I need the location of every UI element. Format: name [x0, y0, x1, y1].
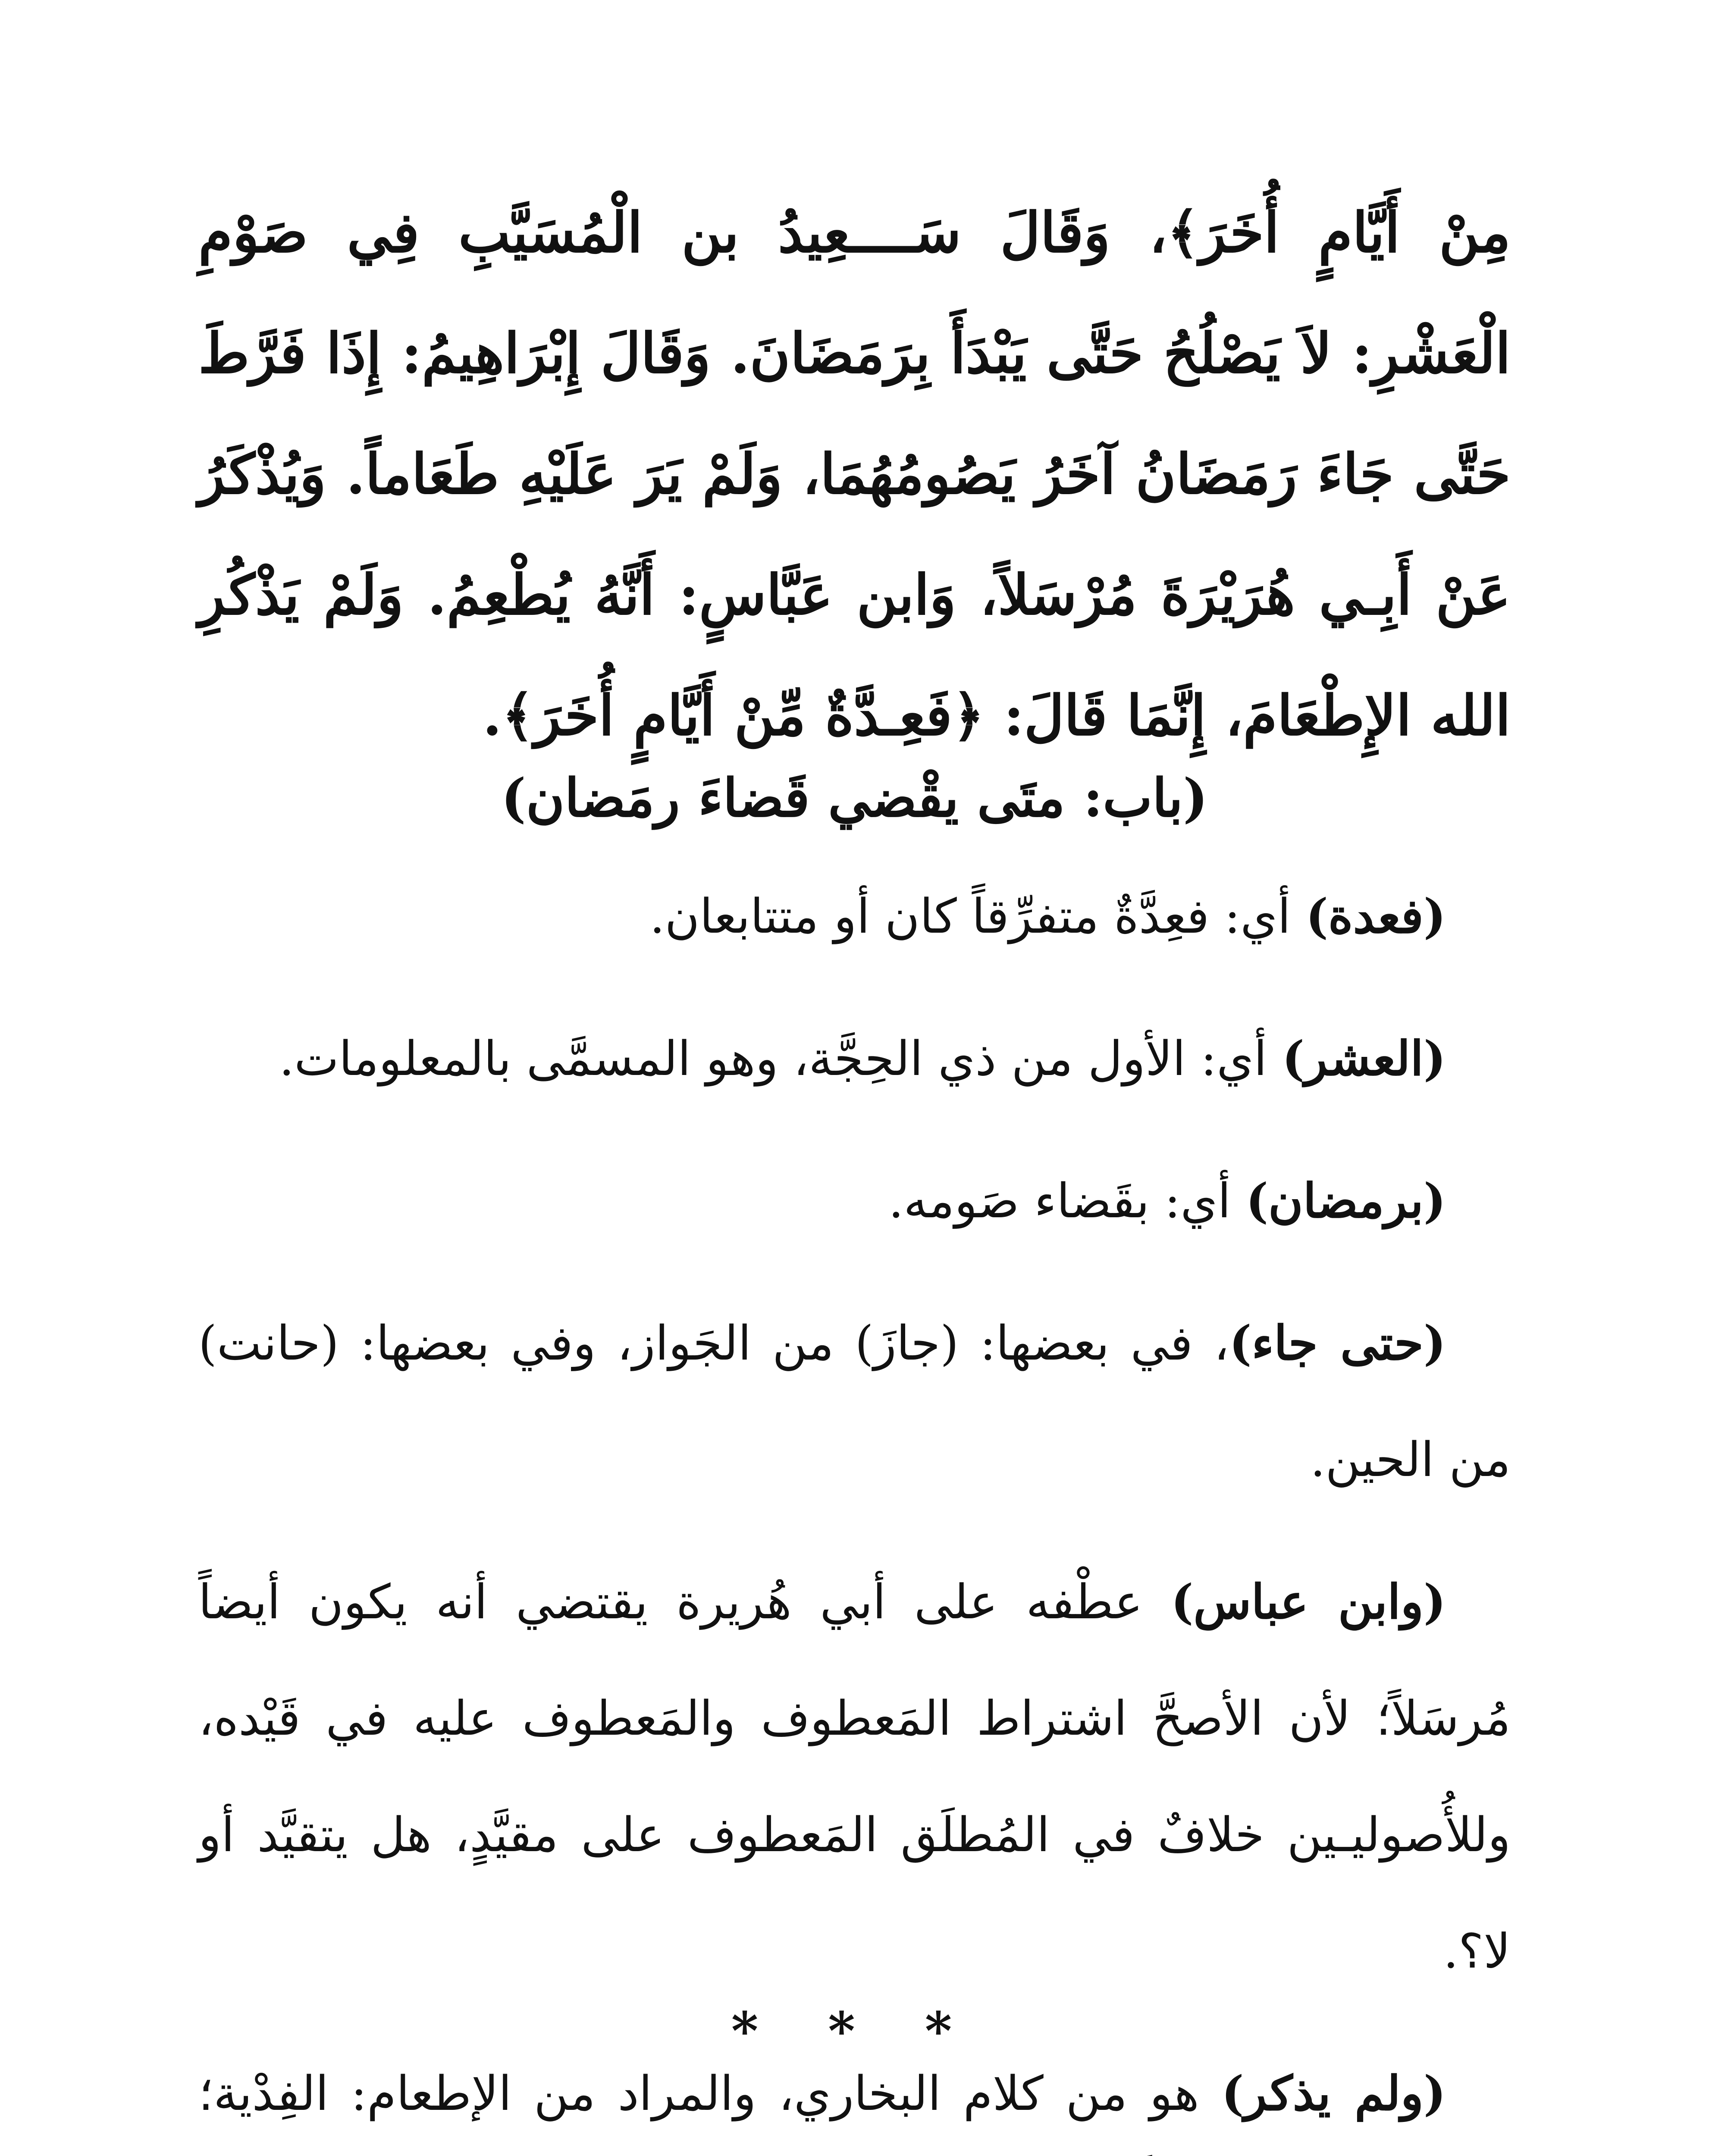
verse-close-bracket: ﴾: [1167, 201, 1200, 265]
commentary-keyword: (برمضان): [1245, 1173, 1446, 1228]
commentary-paragraph: [198, 1285, 1511, 1518]
commentary-keyword: (وابن عباس): [1171, 1574, 1446, 1630]
section-divider: * * *: [731, 2001, 978, 2062]
commentary-keyword: (فعدة): [1305, 888, 1446, 944]
commentary-paragraph: [198, 858, 1511, 975]
commentary-text: عطْفه على أبي هُريرة يقتضي أنه يكون أيضاً مُرسَلاً؛ لأن الأصحَّ اشتراط المَعطوف والمَعطوف عليه في قَيْده، وللأُصوليـين خلافٌ في المُطلَق المَعطوف على مقيَّدٍ، هل يتقيَّد أو لا؟.: [198, 1574, 1511, 1979]
verse-open-bracket: ﴿: [952, 683, 985, 748]
commentary-keyword: (العشر): [1282, 1031, 1446, 1086]
commentary-paragraph: [198, 1143, 1511, 1259]
hadith-end: .: [483, 683, 502, 748]
verse-text: فَعِـدَّةٌ مِّنْ أَيَّامٍ أُخَرَ: [534, 683, 952, 748]
hadith-body: ، وَقَالَ سَــــعِيدُ بن الْمُسَيَّبِ فِي صَوْمِ الْعَشْرِ: لاَ يَصْلُحُ حَتَّى يَبْدَأَ بِرَمَضَانَ. وَقَالَ إِبْرَاهِيمُ: إِذَا فَرَّطَ حَتَّى جَاءَ رَمَضَانُ آخَرُ يَصُومُهُمَا، وَلَمْ يَرَ عَلَيْهِ طَعَاماً. وَيُذْكَرُ عَنْ أَبِـي هُرَيْرَةَ مُرْسَلاً، وَابن عَبَّاسٍ: أَنَّهُ يُطْعِمُ. وَلَمْ يَذْكُرِ الله الإِطْعَامَ، إِنَّمَا قَالَ:: [198, 201, 1511, 748]
commentary-text: أي: الأول من ذي الحِجَّة، وهو المسمَّى بالمعلومات.: [279, 1031, 1282, 1086]
commentary: [198, 858, 1511, 2156]
verse-close-bracket: ﴾: [502, 683, 534, 748]
commentary-text: ، في بعضها: (جازَ) من الجَواز، وفي بعضها: (حانت) من الحين.: [198, 1316, 1511, 1487]
hadith-text: [198, 172, 1511, 776]
commentary-paragraph: [198, 1000, 1511, 1117]
verse-text: مِنْ أَيَّامٍ أُخَرَ: [1199, 201, 1511, 265]
commentary-keyword: (ولم يذكر): [1221, 2065, 1446, 2121]
quran-verse: [1167, 201, 1511, 265]
next-hadith: [198, 2152, 1511, 2156]
quran-verse: [502, 683, 985, 748]
commentary-paragraph: [198, 1544, 1511, 2009]
commentary-text: أي: فعِدَّةٌ متفرِّقاً كان أو متتابعان.: [649, 889, 1306, 944]
commentary-text: أي: بقَضاء صَومه.: [888, 1173, 1246, 1228]
commentary-keyword: (حتى جاء): [1229, 1315, 1446, 1371]
commentary-text: هو من كلام البخاري، والمراد من الإطعام: الفِدْية؛: [198, 2066, 1199, 2121]
chapter-title: (باب: متَى يقْضي قَضاءَ رمَضان): [501, 767, 1208, 829]
